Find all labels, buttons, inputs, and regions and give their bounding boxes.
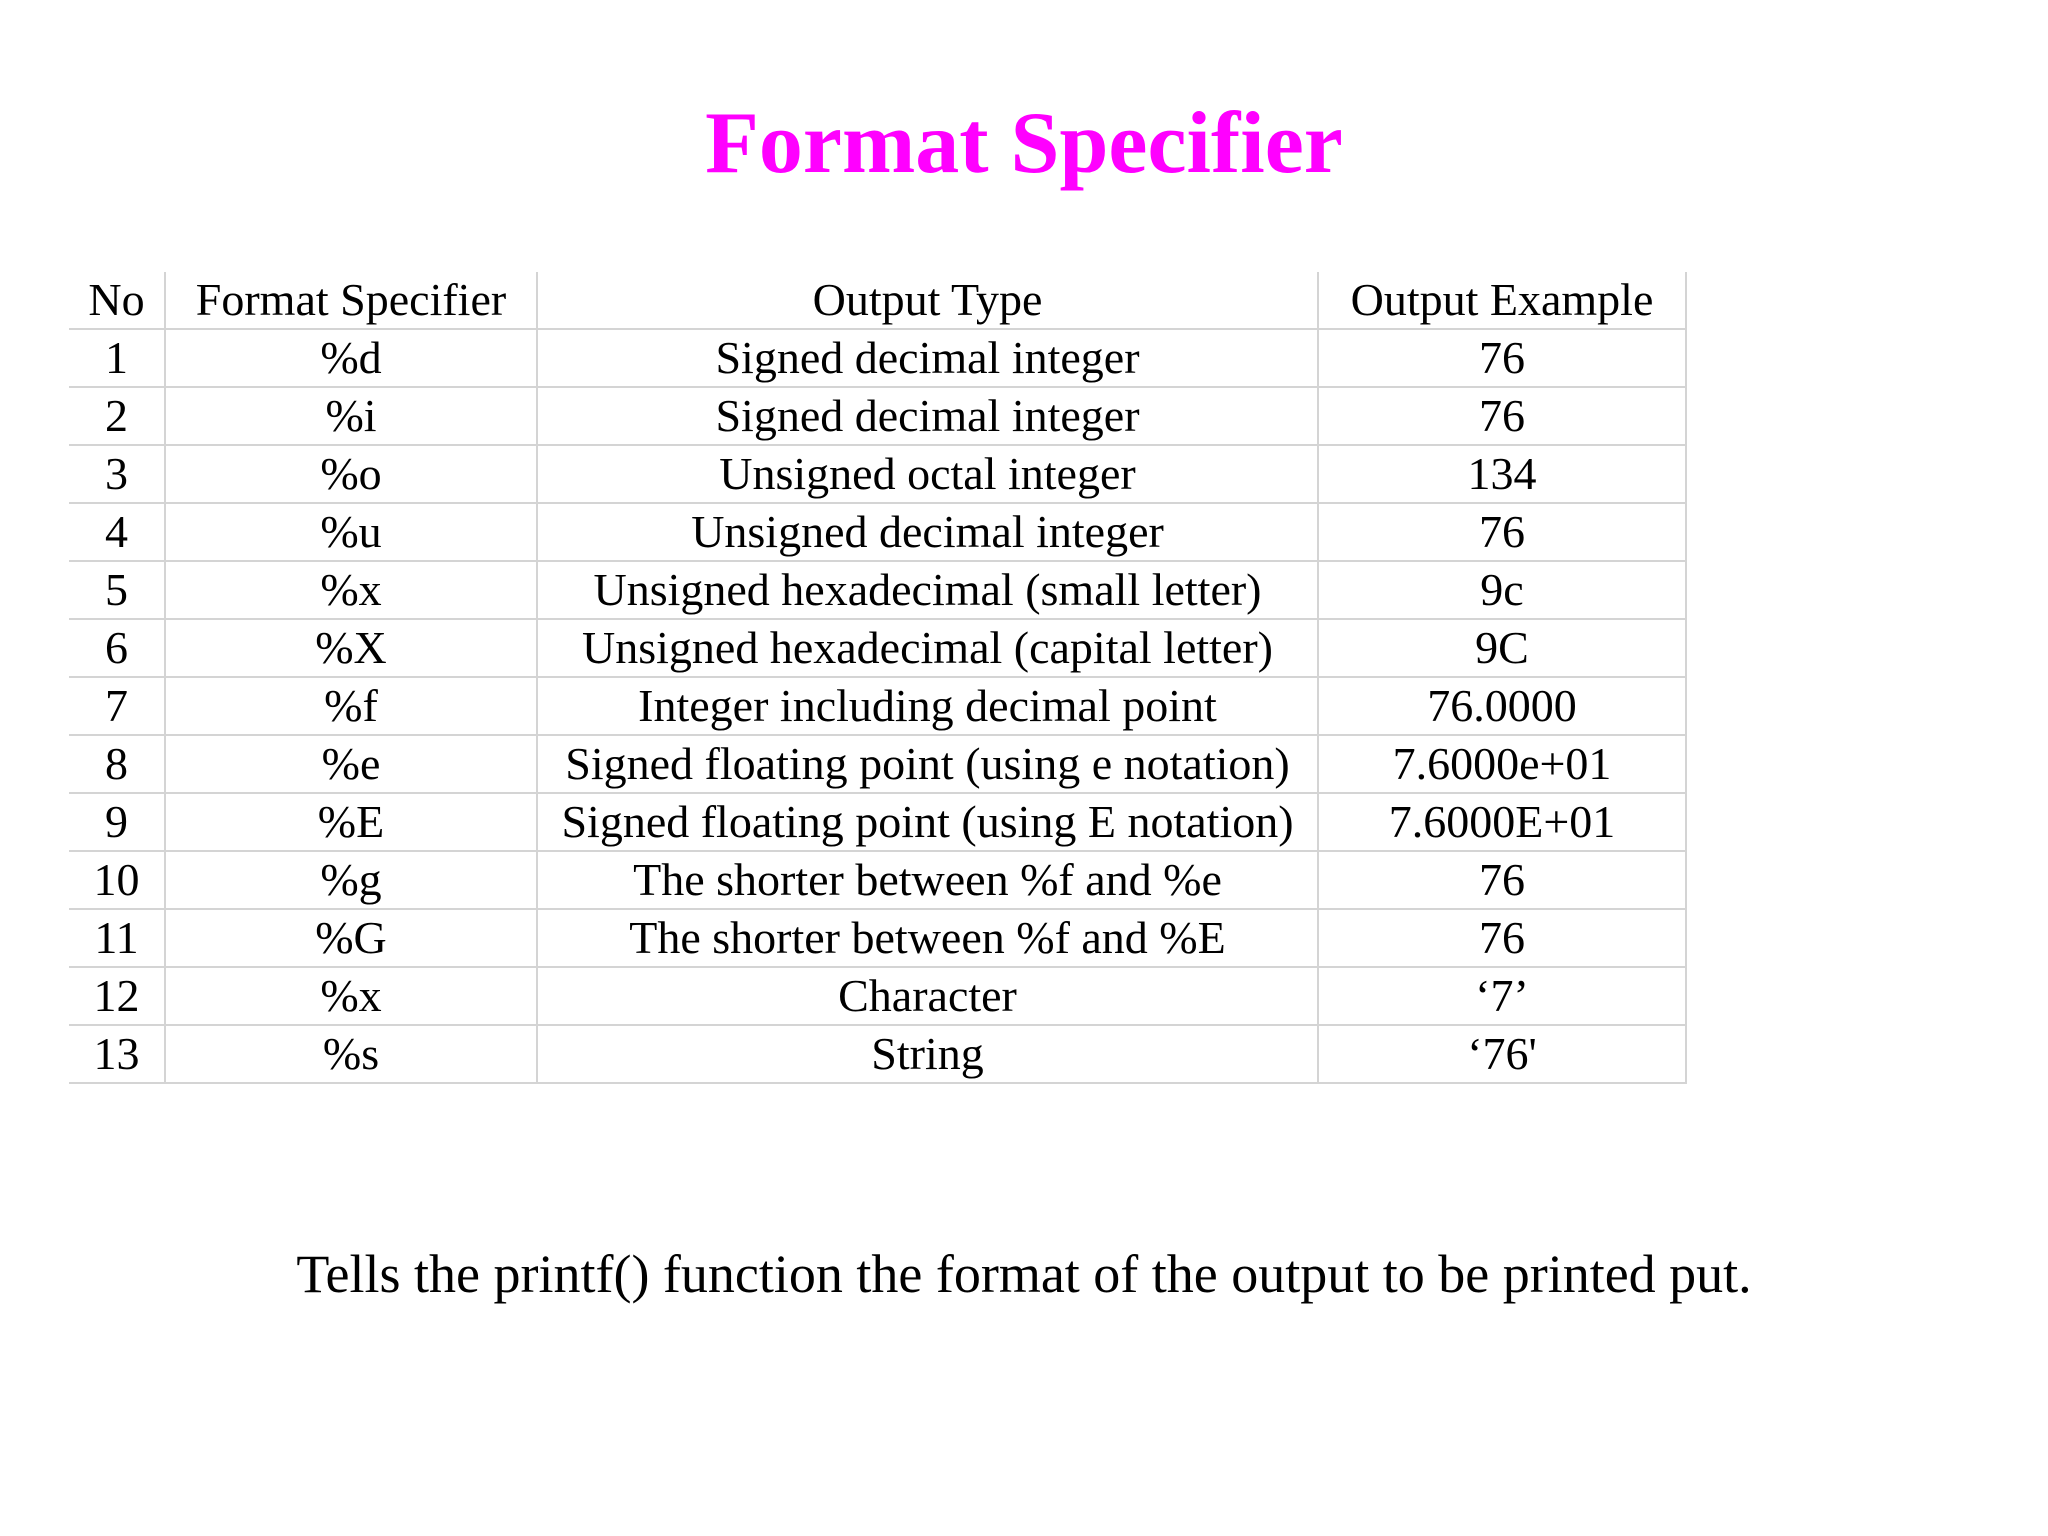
header-no: No bbox=[69, 272, 165, 329]
cell-output-type: Signed decimal integer bbox=[537, 387, 1318, 445]
table-row bbox=[69, 387, 1686, 445]
cell-output-example: 9c bbox=[1318, 561, 1686, 619]
cell-format-specifier: %i bbox=[165, 387, 537, 445]
cell-no: 7 bbox=[69, 677, 165, 735]
cell-output-example: 7.6000E+01 bbox=[1318, 793, 1686, 851]
cell-no: 10 bbox=[69, 851, 165, 909]
table-row bbox=[69, 1025, 1686, 1083]
table-row bbox=[69, 329, 1686, 387]
cell-no: 12 bbox=[69, 967, 165, 1025]
cell-output-example: 76 bbox=[1318, 329, 1686, 387]
cell-output-example: ‘76' bbox=[1318, 1025, 1686, 1083]
cell-output-type: Signed floating point (using E notation) bbox=[537, 793, 1318, 851]
cell-no: 3 bbox=[69, 445, 165, 503]
cell-output-example: 76 bbox=[1318, 387, 1686, 445]
cell-output-type: Unsigned hexadecimal (small letter) bbox=[537, 561, 1318, 619]
header-output-type: Output Type bbox=[537, 272, 1318, 329]
cell-output-example: 76 bbox=[1318, 851, 1686, 909]
cell-format-specifier: %G bbox=[165, 909, 537, 967]
cell-no: 2 bbox=[69, 387, 165, 445]
cell-output-example: ‘7’ bbox=[1318, 967, 1686, 1025]
cell-output-type: String bbox=[537, 1025, 1318, 1083]
table-row bbox=[69, 619, 1686, 677]
cell-output-type: Unsigned decimal integer bbox=[537, 503, 1318, 561]
table-row bbox=[69, 503, 1686, 561]
cell-no: 5 bbox=[69, 561, 165, 619]
cell-output-example: 7.6000e+01 bbox=[1318, 735, 1686, 793]
header-output-example: Output Example bbox=[1318, 272, 1686, 329]
cell-output-example: 76 bbox=[1318, 503, 1686, 561]
cell-output-example: 9C bbox=[1318, 619, 1686, 677]
format-specifier-table bbox=[69, 272, 1687, 1084]
cell-output-type: Signed floating point (using e notation) bbox=[537, 735, 1318, 793]
cell-output-type: Integer including decimal point bbox=[537, 677, 1318, 735]
cell-no: 6 bbox=[69, 619, 165, 677]
table-row bbox=[69, 967, 1686, 1025]
cell-no: 8 bbox=[69, 735, 165, 793]
cell-no: 9 bbox=[69, 793, 165, 851]
cell-no: 11 bbox=[69, 909, 165, 967]
cell-format-specifier: %X bbox=[165, 619, 537, 677]
cell-format-specifier: %g bbox=[165, 851, 537, 909]
cell-output-type: Character bbox=[537, 967, 1318, 1025]
caption-text: Tells the printf() function the format of the output to be printed put. bbox=[296, 1244, 1752, 1304]
cell-format-specifier: %e bbox=[165, 735, 537, 793]
cell-output-type: Unsigned hexadecimal (capital letter) bbox=[537, 619, 1318, 677]
table-row bbox=[69, 735, 1686, 793]
cell-output-type: The shorter between %f and %e bbox=[537, 851, 1318, 909]
cell-format-specifier: %s bbox=[165, 1025, 537, 1083]
cell-output-type: Signed decimal integer bbox=[537, 329, 1318, 387]
cell-format-specifier: %o bbox=[165, 445, 537, 503]
table-header-row bbox=[69, 272, 1686, 329]
cell-format-specifier: %f bbox=[165, 677, 537, 735]
cell-output-type: The shorter between %f and %E bbox=[537, 909, 1318, 967]
table-row bbox=[69, 909, 1686, 967]
cell-format-specifier: %x bbox=[165, 561, 537, 619]
cell-output-type: Unsigned octal integer bbox=[537, 445, 1318, 503]
cell-format-specifier: %u bbox=[165, 503, 537, 561]
table-row bbox=[69, 677, 1686, 735]
table-row bbox=[69, 793, 1686, 851]
cell-format-specifier: %d bbox=[165, 329, 537, 387]
cell-no: 13 bbox=[69, 1025, 165, 1083]
cell-no: 4 bbox=[69, 503, 165, 561]
page-title: Format Specifier bbox=[705, 95, 1343, 192]
cell-output-example: 134 bbox=[1318, 445, 1686, 503]
table-row bbox=[69, 851, 1686, 909]
cell-output-example: 76.0000 bbox=[1318, 677, 1686, 735]
table-row bbox=[69, 561, 1686, 619]
cell-no: 1 bbox=[69, 329, 165, 387]
cell-format-specifier: %E bbox=[165, 793, 537, 851]
table-row bbox=[69, 445, 1686, 503]
cell-output-example: 76 bbox=[1318, 909, 1686, 967]
cell-format-specifier: %x bbox=[165, 967, 537, 1025]
header-format-specifier: Format Specifier bbox=[165, 272, 537, 329]
